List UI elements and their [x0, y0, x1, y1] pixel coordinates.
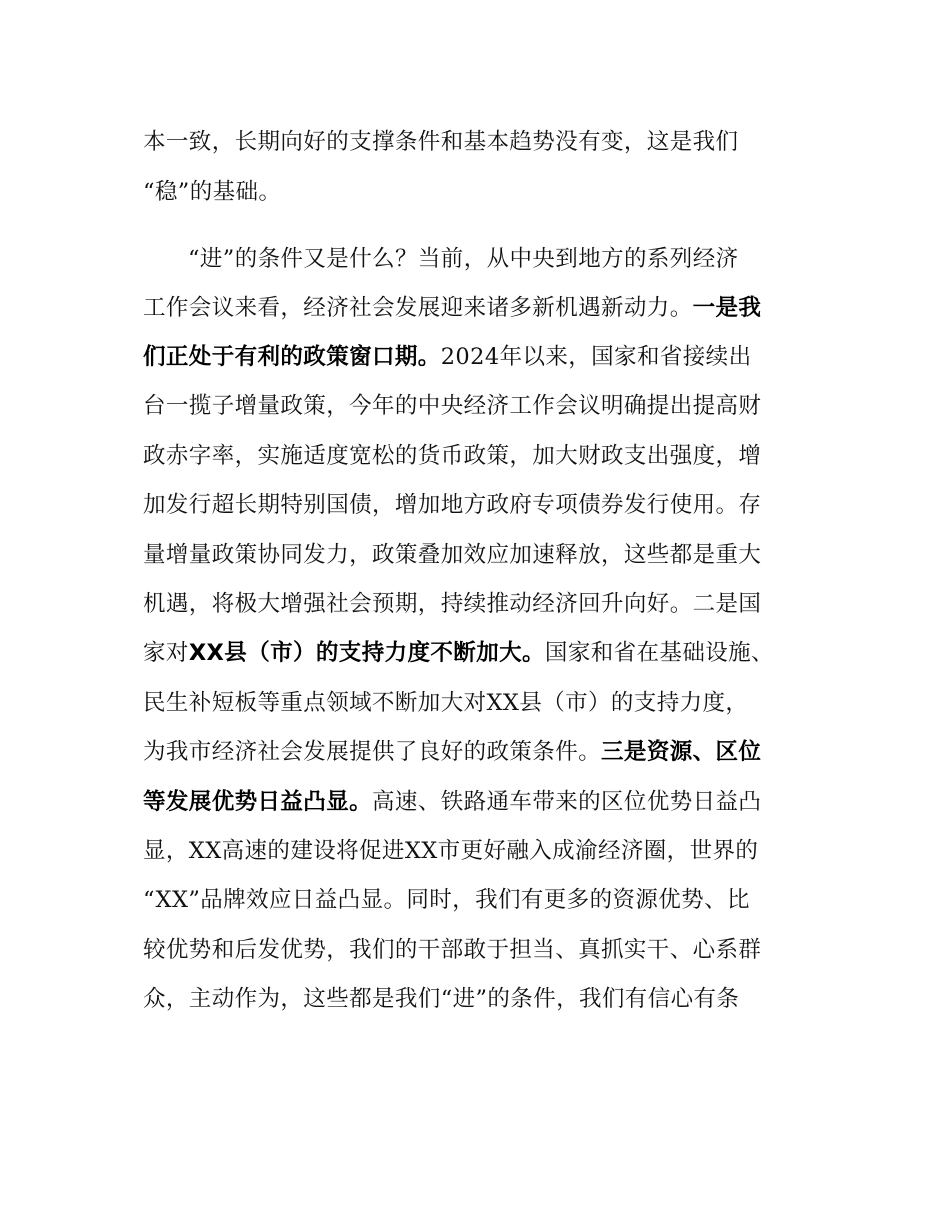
text-line: [143, 687, 748, 719]
paragraph-text: “进”的条件又是什么？当前，从中央到地方的系列经济: [188, 246, 739, 272]
text-line: [143, 126, 738, 158]
paragraph-text: 政赤字率，实施适度宽松的货币政策，加大财政支出强度，增: [143, 443, 762, 469]
paragraph-text: 民生补短板等重点领域不断加大对XX县（市）的支持力度，: [143, 690, 749, 716]
text-line: [143, 341, 751, 373]
paragraph-text: 二是国: [692, 591, 762, 617]
text-line: [143, 176, 281, 208]
paragraph-text: 家对: [143, 640, 189, 666]
paragraph-text: 高速、铁路通车带来的区位优势日益凸: [372, 789, 762, 815]
paragraph-text: 2024年以来，国家和省接续出: [440, 344, 752, 370]
text-line: [143, 835, 758, 867]
paragraph-text: 量增量政策协同发力，政策叠加效应加速释放，这些都是重大: [143, 542, 762, 568]
paragraph-text: 为我市经济社会发展提供了良好的政策条件。: [143, 739, 602, 765]
paragraph-text: 台一揽子增量政策，今年的中央经济工作会议明确提出提高财: [143, 393, 762, 419]
text-line: [143, 736, 761, 768]
text-line: [143, 786, 761, 818]
bold-heading-point-one: 一是我: [692, 295, 762, 321]
paragraph-text: “XX”品牌效应日益凸显。同时，我们有更多的资源优势、比: [143, 887, 750, 913]
paragraph-first-line: [188, 243, 739, 275]
paragraph-text: 较优势和后发优势，我们的干部敢于担当、真抓实干、心系群: [143, 937, 762, 963]
text-line: [143, 539, 761, 571]
paragraph-text: 本一致，长期向好的支撑条件和基本趋势没有变，这是我们: [143, 129, 739, 155]
text-line: [143, 390, 761, 422]
text-line: [143, 588, 761, 620]
text-line: [143, 489, 761, 521]
bold-heading-point-one: 们正处于有利的政策窗口期。: [143, 344, 441, 370]
paragraph-text: 国家和省在基础设施、: [544, 640, 774, 666]
text-line: [143, 637, 774, 669]
text-line: [143, 440, 761, 472]
bold-heading-point-three: 等发展优势日益凸显。: [143, 789, 373, 815]
bold-heading-point-two: XX县（市）的支持力度不断加大。: [188, 640, 545, 666]
text-line: [143, 292, 761, 324]
text-line: [143, 884, 750, 916]
paragraph-text: 机遇，将极大增强社会预期，持续推动经济回升向好。: [143, 591, 693, 617]
text-line: [143, 934, 761, 966]
paragraph-text: 众，主动作为，这些都是我们“进”的条件，我们有信心有条: [143, 986, 740, 1012]
paragraph-text: 显，XX高速的建设将促进XX市更好融入成渝经济圈，世界的: [143, 838, 759, 864]
paragraph-text: 加发行超长期特别国债，增加地方政府专项债券发行使用。存: [143, 492, 762, 518]
bold-heading-point-three: 三是资源、区位: [601, 739, 762, 765]
paragraph-text: 工作会议来看，经济社会发展迎来诸多新机遇新动力。: [143, 295, 693, 321]
text-line: [143, 983, 739, 1015]
paragraph-text: “稳”的基础。: [143, 179, 282, 205]
